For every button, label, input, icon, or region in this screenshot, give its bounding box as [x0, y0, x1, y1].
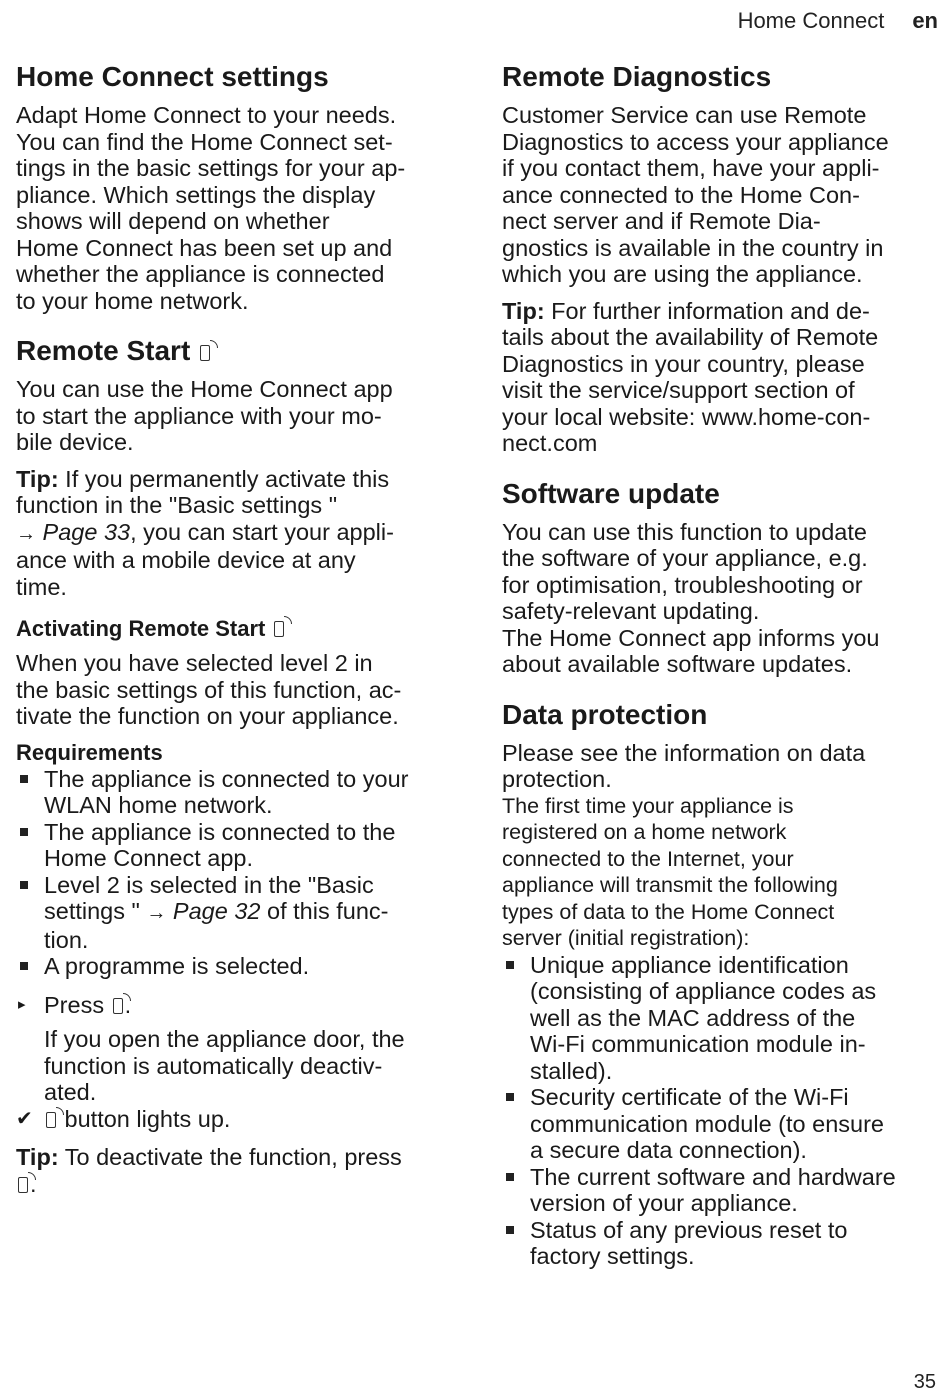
list-item: Status of any previous reset to factory settings. [502, 1217, 940, 1270]
right-column [502, 58, 940, 1270]
step-result: ✔ button lights up. [16, 1105, 231, 1132]
step-note: If you open the appliance door, the function is automatically deactiv- ated. [44, 1026, 405, 1105]
heading-remote-diagnostics: Remote Diagnostics [502, 61, 772, 92]
list-item: The appliance is connected to your WLAN home network. [16, 766, 456, 819]
list-item: The appliance is connected to the Home Connect app. [16, 819, 456, 872]
header-section: Home Connect [737, 8, 885, 33]
step-arrow-icon: ▸ [18, 995, 26, 1013]
remote-start-icon [18, 1177, 28, 1193]
tip-remote-start: Tip: If you permanently activate this function in the "Basic settings " → Page 33, you can start your appli- ance with a mobile device at any time. [16, 465, 394, 600]
heading-activating-remote-start: Activating Remote Start [16, 616, 456, 642]
list-item: Level 2 is selected in the "Basic settings " → Page 32 of this func- tion. [16, 872, 456, 954]
heading-remote-start: Remote Start [16, 332, 456, 370]
header-language: en [912, 8, 938, 33]
remote-start-paragraph: You can use the Home Connect app to start the appliance with your mo- bile device. [16, 376, 393, 455]
arrow-icon: → [146, 902, 167, 924]
check-icon: ✔ [16, 1107, 33, 1130]
list-item: Security certificate of the Wi-Fi communication module (to ensure a secure data connection). [502, 1084, 940, 1164]
heading-home-connect-settings: Home Connect settings [16, 61, 329, 92]
heading-requirements: Requirements [16, 739, 163, 765]
list-item: Unique appliance identification (consisting of appliance codes as well as the MAC address of the Wi-Fi communication module in- stalled). [502, 952, 940, 1085]
remote-start-icon [200, 345, 210, 361]
page-reference: Page 32 [166, 898, 261, 924]
remote-start-icon [46, 1112, 56, 1128]
settings-paragraph: Adapt Home Connect to your needs. You can find the Home Connect set- tings in the basic settings for your ap- pliance. Which settings the display shows will depend on whether Home Connect has been set up and whether the appliance is connected to your home network. [16, 102, 406, 314]
diagnostics-paragraph: Customer Service can use Remote Diagnostics to access your appliance if you contact them, have your appli- ance connected to the Home Con- nect server and if Remote Dia- gnostics is available in the country in which you are using the appliance. [502, 102, 889, 287]
data-protection-detail: The first time your appliance is registered on a home network connected to the Internet, your appliance will transmit the following types of data to the Home Connect server (initial registration): [502, 793, 838, 950]
remote-start-icon [113, 998, 123, 1014]
left-column [16, 58, 456, 1197]
data-protection-paragraph: Please see the information on data protection. [502, 739, 866, 792]
page-number: 35 [913, 1371, 936, 1393]
data-items-list [502, 952, 940, 1270]
software-update-paragraph: You can use this function to update the software of your appliance, e.g. for optimisation, troubleshooting or safety-relevant updating. The Home Connect app informs you about available software updates. [502, 518, 880, 677]
page-header [738, 8, 938, 34]
list-item: A programme is selected. [16, 953, 456, 980]
remote-start-icon [274, 621, 284, 637]
instruction-step: ▸ Press . [18, 991, 132, 1018]
tip-deactivate: Tip: To deactivate the function, press . [16, 1144, 402, 1197]
requirements-list [16, 766, 456, 980]
page-reference: Page 33 [36, 518, 131, 545]
list-item: The current software and hardware version of your appliance. [502, 1164, 940, 1217]
arrow-icon: → [16, 522, 36, 545]
heading-software-update: Software update [502, 477, 720, 509]
heading-data-protection: Data protection [502, 698, 708, 730]
activating-paragraph: When you have selected level 2 in the basic settings of this function, ac- tivate the function on your appliance. [16, 650, 402, 729]
tip-diagnostics: Tip: For further information and de- tails about the availability of Remote Diagnostics in your country, please visit the service/support section of your local website: www.home-con- nect.com [502, 297, 879, 456]
